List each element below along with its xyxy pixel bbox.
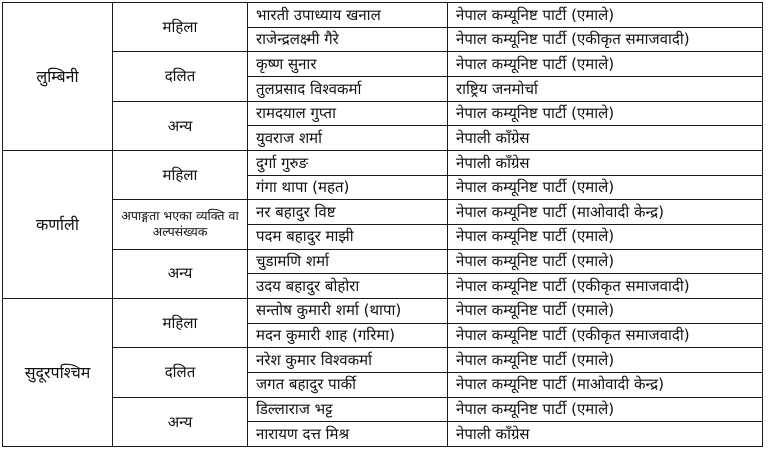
party-name: नेपाली काँग्रेस [448,422,763,447]
candidate-name: नारायण दत्त मिश्र [248,422,448,447]
table-row [3,397,763,422]
party-name: नेपाल कम्यूनिष्ट पार्टी (माओवादी केन्द्र) [448,372,763,397]
party-name: नेपाली काँग्रेस [448,150,763,175]
province-karnali: कर्णाली [3,150,113,298]
category-other: अन्य [113,101,248,150]
candidate-name: तुलप्रसाद विश्वकर्मा [248,76,448,101]
party-name: नेपाल कम्यूनिष्ट पार्टी (एकीकृत समाजवादी) [448,27,763,52]
category-women: महिला [113,150,248,199]
candidate-name: राजेन्द्रलक्ष्मी गैरे [248,27,448,52]
candidate-name: नर बहादुर विष्ट [248,200,448,225]
table-row [3,52,763,77]
category-women: महिला [113,3,248,52]
party-name: नेपाल कम्यूनिष्ट पार्टी (माओवादी केन्द्र) [448,200,763,225]
party-name: नेपाल कम्यूनिष्ट पार्टी (एमाले) [448,101,763,126]
candidate-name: भारती उपाध्याय खनाल [248,3,448,28]
candidate-name: युवराज शर्मा [248,126,448,151]
candidate-name: सन्तोष कुमारी शर्मा (थापा) [248,298,448,323]
candidate-name: डिल्लाराज भट्ट [248,397,448,422]
table-row [3,3,763,28]
party-name: नेपाल कम्यूनिष्ट पार्टी (एमाले) [448,52,763,77]
candidate-name: नरेश कुमार विश्वकर्मा [248,348,448,373]
candidate-name: जगत बहादुर पार्की [248,372,448,397]
candidate-name: मदन कुमारी शाह (गरिमा) [248,323,448,348]
party-name: नेपाल कम्यूनिष्ट पार्टी (एकीकृत समाजवादी) [448,323,763,348]
candidate-name: कृष्ण सुनार [248,52,448,77]
party-name: राष्ट्रिय जनमोर्चा [448,76,763,101]
candidate-name: उदय बहादुर बोहोरा [248,274,448,299]
candidate-name: पदम बहादुर माझी [248,224,448,249]
category-other: अन्य [113,397,248,447]
candidate-name: दुर्गा गुरुङ [248,150,448,175]
party-name: नेपाल कम्यूनिष्ट पार्टी (एमाले) [448,298,763,323]
candidate-name: चुडामणि शर्मा [248,249,448,274]
province-sudurpashchim: सुदूरपश्चिम [3,298,113,446]
party-name: नेपाल कम्यूनिष्ट पार्टी (एमाले) [448,397,763,422]
category-disabled-minority: अपाङ्गता भएका व्यक्ति वा अल्पसंख्यक [113,200,248,249]
category-dalit: दलित [113,52,248,101]
table-row [3,298,763,323]
category-women: महिला [113,298,248,347]
party-name: नेपाल कम्यूनिष्ट पार्टी (एमाले) [448,224,763,249]
party-name: नेपाल कम्यूनिष्ट पार्टी (एमाले) [448,175,763,200]
table-row [3,249,763,274]
table-row [3,150,763,175]
table-row [3,101,763,126]
candidate-name: रामदयाल गुप्ता [248,101,448,126]
table-row [3,348,763,373]
candidate-name: गंगा थापा (महत) [248,175,448,200]
category-other: अन्य [113,249,248,298]
party-name: नेपाल कम्यूनिष्ट पार्टी (एमाले) [448,348,763,373]
party-name: नेपाल कम्यूनिष्ट पार्टी (एकीकृत समाजवादी) [448,274,763,299]
party-name: नेपाल कम्यूनिष्ट पार्टी (एमाले) [448,249,763,274]
representatives-table [2,2,763,447]
province-lumbini: लुम्बिनी [3,3,113,151]
party-name: नेपाल कम्यूनिष्ट पार्टी (एमाले) [448,3,763,28]
party-name: नेपाली काँग्रेस [448,126,763,151]
category-dalit: दलित [113,348,248,397]
table-row [3,200,763,225]
